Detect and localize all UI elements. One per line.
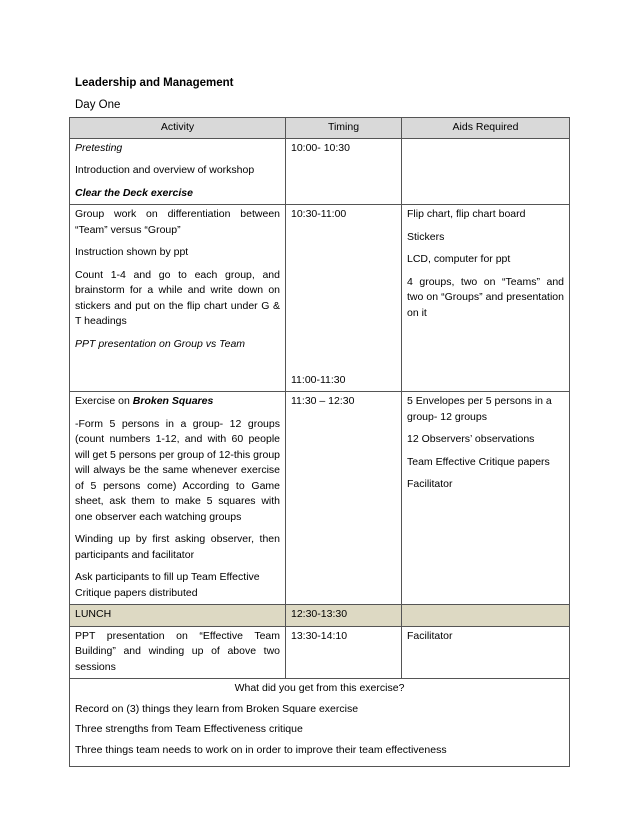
- table-row: [70, 138, 570, 205]
- activity-text: [75, 394, 280, 410]
- activity-cell: [70, 138, 286, 205]
- activity-text: Introduction and overview of workshop: [75, 164, 255, 176]
- footer-question: What did you get from this exercise?: [234, 682, 405, 694]
- table-row: [70, 205, 570, 392]
- activity-text: PPT presentation on “Effective Team Building” and winding up of above two sessions: [75, 629, 280, 673]
- timing-text: 12:30-13:30: [291, 608, 348, 620]
- table-footer-row: [70, 679, 570, 767]
- aids-cell: [402, 626, 570, 679]
- aids-text: Flip chart, flip chart board: [407, 208, 526, 220]
- aids-cell: [402, 392, 570, 605]
- timing-text: 10:30-11:00: [291, 208, 347, 220]
- activity-cell: [70, 392, 286, 605]
- activity-text: PPT presentation on Group vs Team: [75, 337, 246, 350]
- timing-text: 13:30-14:10: [291, 629, 348, 642]
- aids-text: Stickers: [407, 230, 445, 243]
- timing-cell: [286, 205, 402, 392]
- column-header-activity: Activity: [70, 118, 286, 139]
- column-header-aids: Aids Required: [402, 118, 570, 139]
- activity-text: LUNCH: [75, 608, 112, 620]
- timing-cell: [286, 626, 402, 679]
- activity-cell: [70, 605, 286, 627]
- activity-text: Winding up by first asking observer, then participants and facilitator: [75, 533, 280, 561]
- timing-text: 11:30 – 12:30: [291, 395, 355, 407]
- footer-item: Three strengths from Team Effectiveness critique: [75, 723, 303, 735]
- aids-text: Facilitator: [407, 478, 453, 490]
- timing-cell: [286, 392, 402, 605]
- table-row: [70, 626, 570, 679]
- activity-prefix: Exercise on: [75, 395, 133, 407]
- aids-text: LCD, computer for ppt: [407, 253, 511, 265]
- activity-text: Ask participants to fill up Team Effective Critique papers distributed: [75, 571, 260, 599]
- timing-text: 10:00- 10:30: [291, 141, 350, 154]
- timing-text: 11:00-11:30: [291, 373, 346, 386]
- aids-text: 5 Envelopes per 5 persons in a group- 12 groups: [407, 395, 552, 423]
- activity-cell: [70, 626, 286, 679]
- footer-item: Three things team needs to work on in order to improve their team effectiveness: [75, 743, 447, 756]
- table-row: [70, 605, 570, 627]
- table-row: [70, 392, 570, 605]
- aids-text: Team Effective Critique papers: [407, 455, 550, 468]
- timing-cell: [286, 605, 402, 627]
- document-subtitle: Day One: [75, 99, 121, 111]
- aids-cell: [402, 205, 570, 392]
- activity-text: Count 1-4 and go to each group, and brainstorm for a while and write down on stickers and put on the flip chart under G & T headings: [75, 268, 280, 327]
- schedule-table: [69, 117, 570, 767]
- activity-text: Pretesting: [75, 141, 123, 154]
- table-header-row: [70, 118, 570, 139]
- aids-cell: [402, 605, 570, 627]
- aids-text: 12 Observers’ observations: [407, 433, 535, 445]
- activity-text: Clear the Deck exercise: [75, 186, 193, 199]
- footer-item: Record on (3) things they learn from Broken Square exercise: [75, 702, 359, 715]
- aids-text: Facilitator: [407, 629, 453, 642]
- timing-cell: [286, 138, 402, 205]
- activity-text: Instruction shown by ppt: [75, 246, 189, 258]
- footer-cell: [70, 679, 570, 767]
- column-header-timing: Timing: [286, 118, 402, 139]
- document-title: Leadership and Management: [75, 77, 234, 89]
- aids-cell: [402, 138, 570, 205]
- activity-text: -Form 5 persons in a group- 12 groups (count numbers 1-12, and with 60 people will get 5 persons per group of 12-this group will always be the same whenever exercise of 5 persons come) According to Game sheet, ask them to make 5 squares with one observer each watching groups: [75, 417, 280, 523]
- activity-emphasis: Broken Squares: [132, 395, 214, 407]
- activity-cell: [70, 205, 286, 392]
- activity-text: Group work on differentiation between “Team” versus “Group”: [75, 208, 280, 236]
- aids-text: 4 groups, two on “Teams” and two on “Groups” and presentation on it: [407, 275, 564, 319]
